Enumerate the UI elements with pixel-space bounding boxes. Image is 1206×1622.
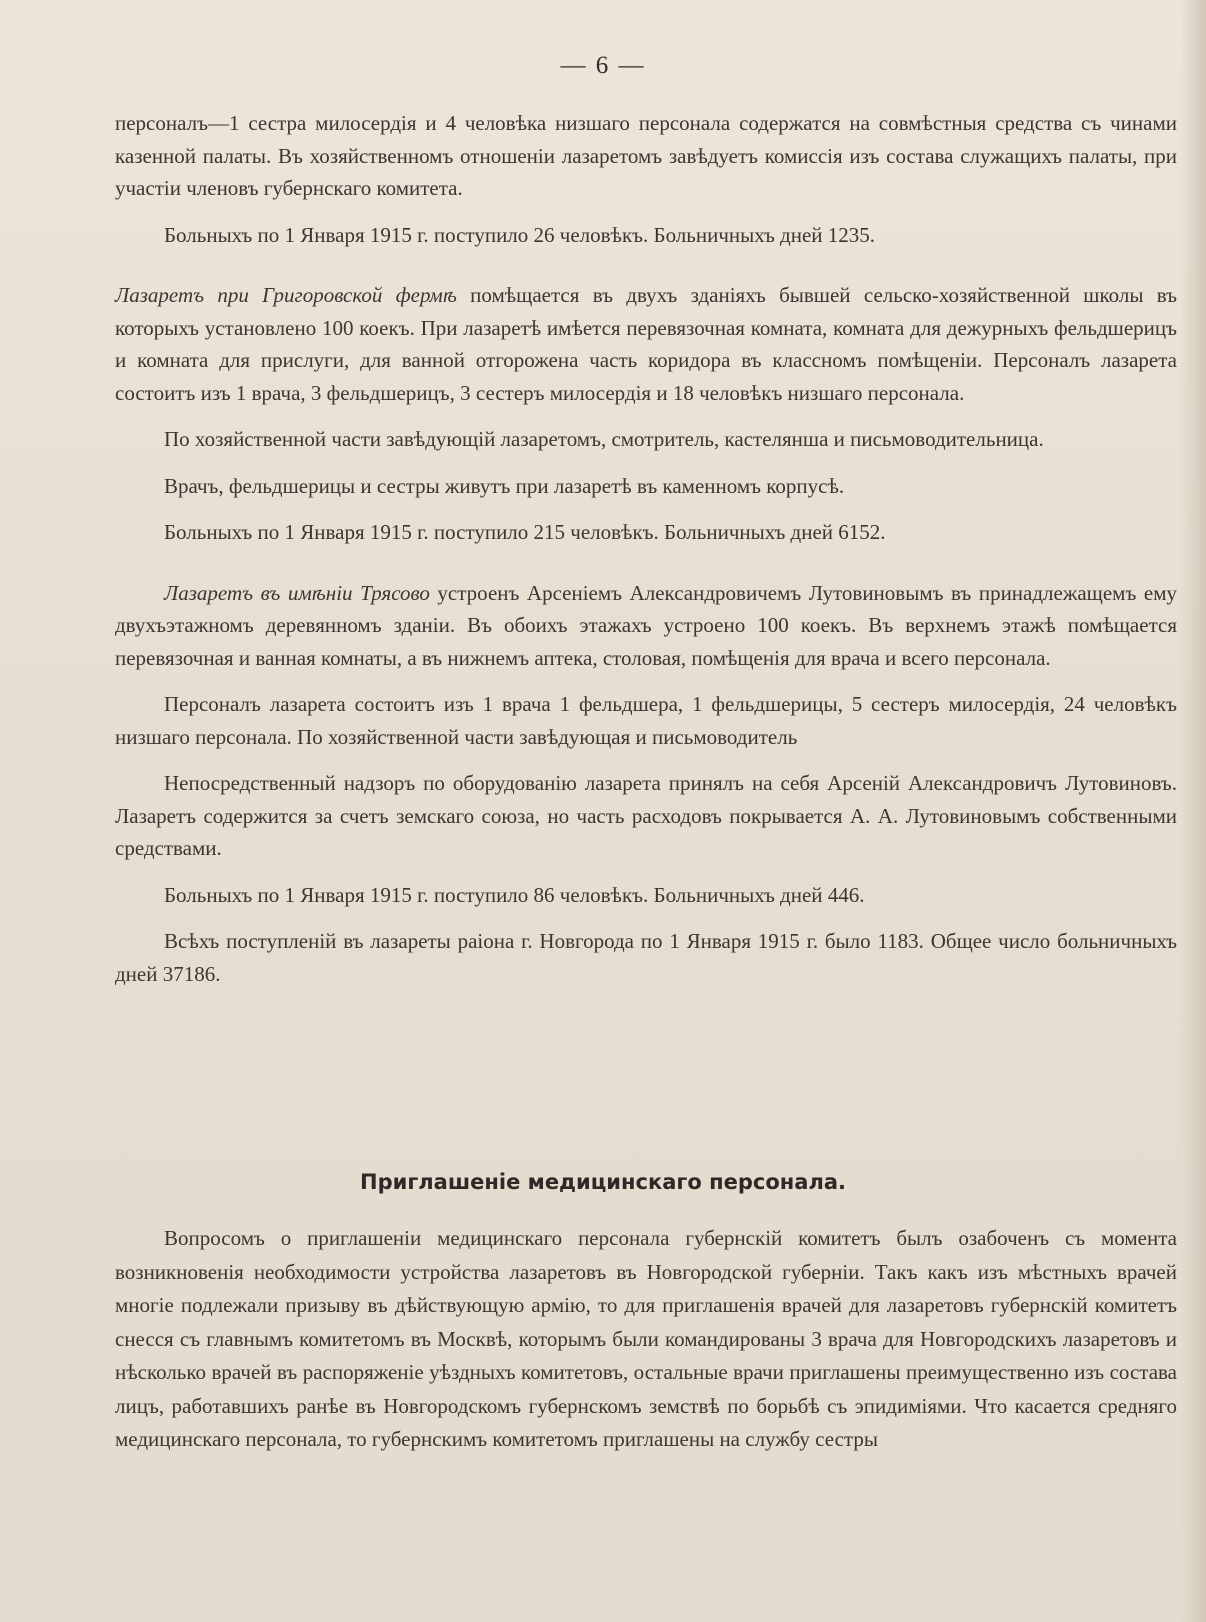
paragraph: Всѣхъ поступленій въ лазареты раіона г. Новгорода по 1 Января 1915 г. было 1183. Общее число больничныхъ дней 37186. [115,929,1177,986]
page-edge-shadow [1180,0,1206,1622]
paragraph-text: устроенъ Арсеніемъ Александровичемъ Лутовиновымъ въ принадлежащемъ ему двухъэтажномъ деревянномъ зданіи. Въ обоихъ этажахъ устроено 100 коекъ. Въ верхнемъ этажѣ помѣщается перевязочная и ванная комнаты, а въ нижнемъ аптека, столовая, помѣщенія для врача и всего персонала. [115,580,1177,670]
paragraph: Вопросомъ о приглашеніи медицинскаго персонала губернскій комитетъ былъ озабоченъ съ момента возникновенія необходимости устройства лазаретовъ въ Новгородской губерніи. Такъ какъ изъ мѣстныхъ врачей многіе подлежали призыву въ дѣйствующую армію, то для приглашенія врачей для лазаретовъ губернскій комитетъ снесся съ главнымъ комитетомъ въ Москвѣ, которымъ были командированы 3 врача для Новгородскихъ лазаретовъ и нѣсколько врачей въ распоряженіе уѣздныхъ комитетовъ, остальные врачи приглашены преимущественно изъ состава лицъ, работавшихъ ранѣе въ Новгородскомъ губернскомъ земствѣ по борьбѣ съ эпидиміями. Что касается средняго медицинскаго персонала, то губернскимъ комитетомъ приглашены на службу сестры [115,1226,1177,1451]
paragraph-tryasovo [115,577,1177,675]
section-heading: Приглашеніе медицинскаго персонала. [360,1170,846,1194]
paragraph: Больныхъ по 1 Января 1915 г. поступило 26 человѣкъ. Больничныхъ дней 1235. [164,222,876,247]
paragraph: Непосредственный надзоръ по оборудованію лазарета принялъ на себя Арсеній Александровичъ Лутовиновъ. Лазаретъ содержится за счетъ земскаго союза, но часть расходовъ покрывается А. А. Лутовиновымъ собственными средствами. [115,771,1177,860]
paragraph: Больныхъ по 1 Января 1915 г. поступило 215 человѣкъ. Больничныхъ дней 6152. [164,520,886,544]
paragraph-grigorovo [115,279,1177,409]
paragraph-text: помѣщается въ двухъ зданіяхъ бывшей сельско-хозяйственной школы въ которыхъ установлено 100 коекъ. При лазаретѣ имѣется перевязочная комната, комната для дежурныхъ фельдшерицъ и комната для прислуги, для ванной отгорожена часть коридора въ классномъ помѣщеніи. Персоналъ лазарета состоитъ изъ 1 врача, 3 фельдшерицъ, 3 сестеръ милосердія и 18 человѣкъ низшаго персонала. [115,283,1178,405]
paragraph: По хозяйственной части завѣдующій лазаретомъ, смотритель, кастелянша и письмоводительница. [164,427,1044,451]
paragraph: Врачъ, фельдшерицы и сестры живутъ при лазаретѣ въ каменномъ корпусѣ. [164,473,845,498]
paragraph: Персоналъ лазарета состоитъ изъ 1 врача 1 фельдшера, 1 фельдшерицы, 5 сестеръ милосердія, 24 человѣкъ низшаго персонала. По хозяйственной части завѣдующая и письмоводитель [115,692,1177,749]
lazaret-title: Лазаретъ въ имѣніи Трясово [164,580,430,605]
page-number: — 6 — [560,52,646,79]
main-text [115,107,1177,1004]
section-text [115,1222,1177,1457]
paragraph: Больныхъ по 1 Января 1915 г. поступило 86 человѣкъ. Больничныхъ дней 446. [164,882,865,907]
paragraph: персоналъ—1 сестра милосердія и 4 человѣка низшаго персонала содержатся на совмѣстныя средства съ чинами казенной палаты. Въ хозяйственномъ отношеніи лазаретомъ завѣдуетъ комиссія изъ состава служащихъ палаты, при участіи членовъ губернскаго комитета. [115,111,1177,200]
lazaret-title: Лазаретъ при Григоровской фермѣ [115,283,457,307]
